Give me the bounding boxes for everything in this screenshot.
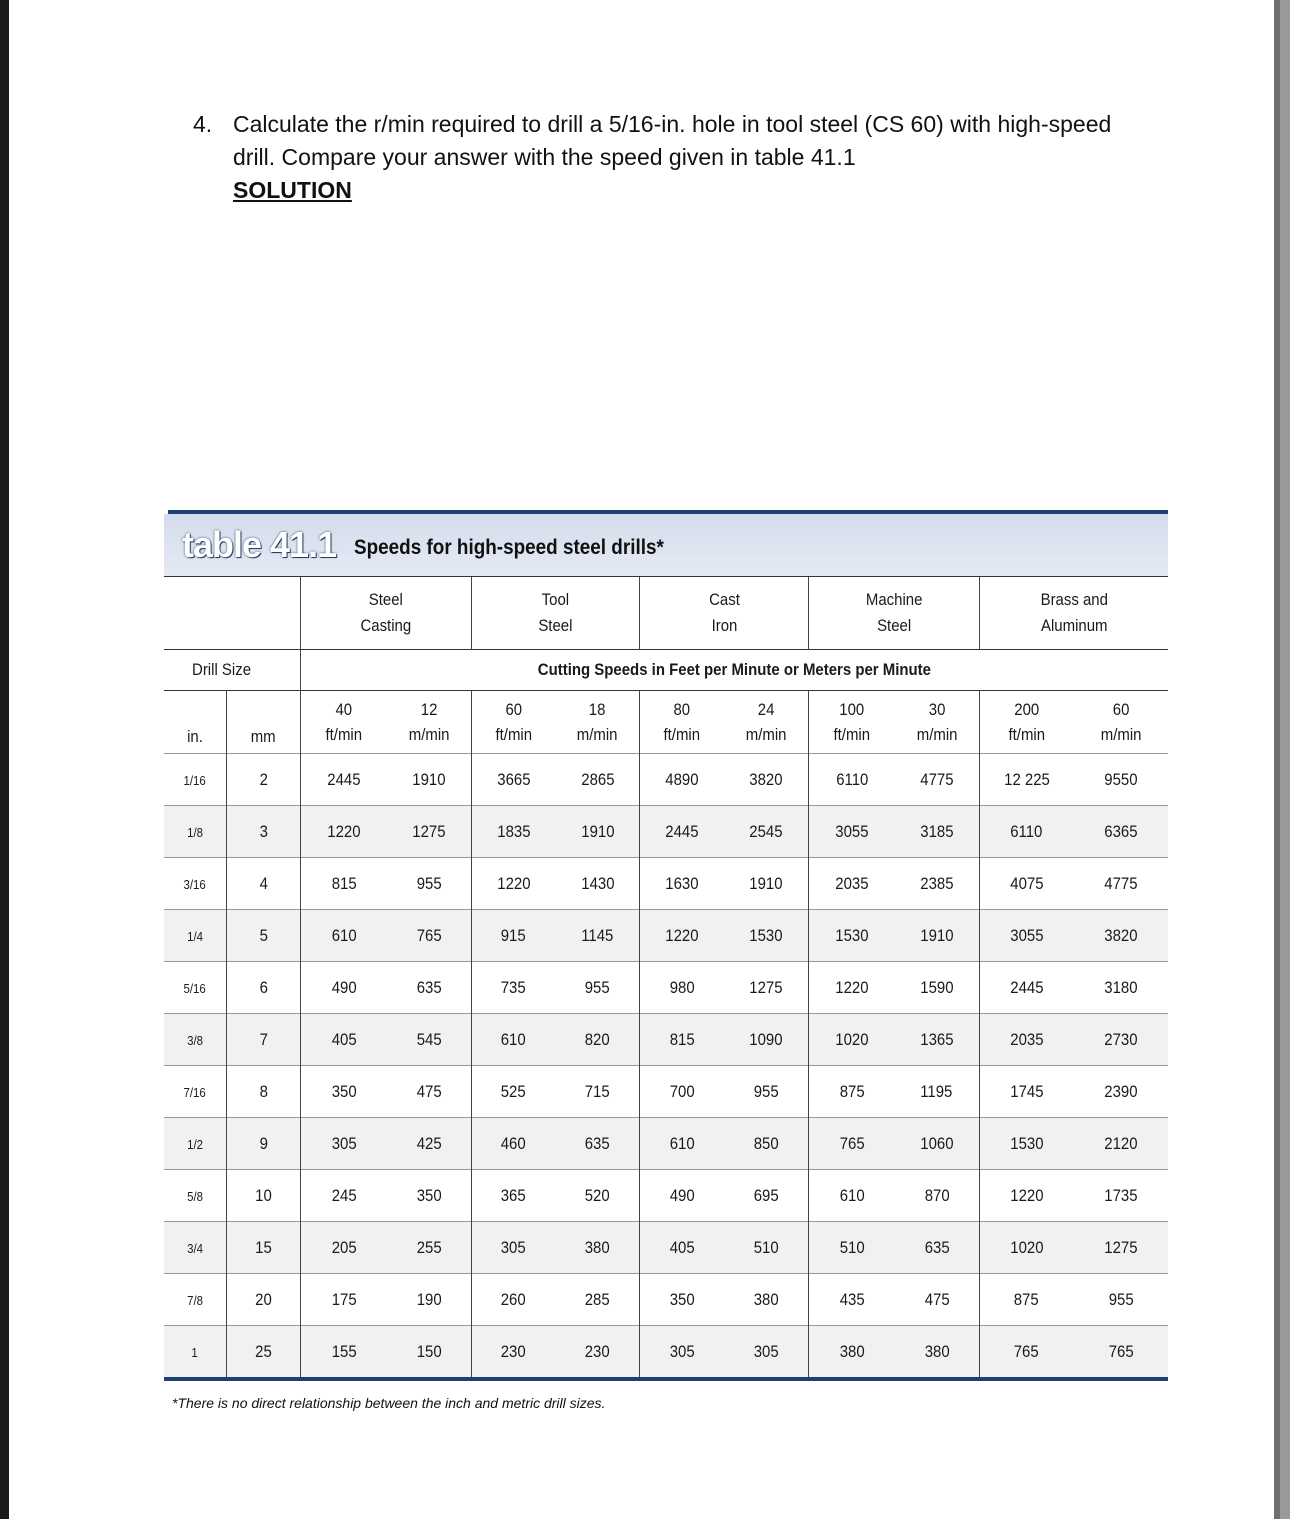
drill-size-mm-cell: 2: [226, 754, 300, 806]
drill-size-mm-cell: 4: [226, 858, 300, 910]
speed-cell: 4890: [640, 754, 724, 806]
drill-size-mm-cell: 7: [226, 1014, 300, 1066]
unit-header-cell: 200 ft/min: [979, 691, 1073, 754]
left-page-edge: [0, 0, 9, 1519]
speed-cell: 510: [724, 1222, 808, 1274]
speed-cell: 350: [640, 1274, 724, 1326]
speed-cell: 2035: [809, 858, 895, 910]
speed-cell: 3820: [1074, 910, 1168, 962]
speed-cell: 3820: [724, 754, 808, 806]
speed-cell: 735: [471, 962, 555, 1014]
drill-size-mm-cell: 15: [226, 1222, 300, 1274]
speed-cell: 4775: [895, 754, 979, 806]
speed-cell: 1630: [640, 858, 724, 910]
unit-header-cell: 40 ft/min: [301, 691, 387, 754]
table-row: [164, 1222, 1168, 1274]
speed-cell: 490: [640, 1170, 724, 1222]
drill-size-in-cell: 1/4: [164, 910, 226, 962]
speed-cell: 285: [556, 1274, 640, 1326]
cutting-speeds-label: Cutting Speeds in Feet per Minute or Meters per Minute: [301, 650, 1168, 691]
table-row: [164, 910, 1168, 962]
drill-size-in-cell: 7/8: [164, 1274, 226, 1326]
material-header: Steel Casting: [301, 577, 472, 650]
speed-cell: 475: [895, 1274, 979, 1326]
speed-cell: 2445: [979, 962, 1073, 1014]
speed-cell: 365: [471, 1170, 555, 1222]
unit-header-cell: 60 m/min: [1074, 691, 1168, 754]
speed-cell: 490: [301, 962, 387, 1014]
speed-cell: 405: [640, 1222, 724, 1274]
speed-cell: 1430: [556, 858, 640, 910]
speed-cell: 1530: [979, 1118, 1073, 1170]
cutting-speeds-row: [164, 650, 1168, 691]
speed-cell: 405: [301, 1014, 387, 1066]
speed-cell: 4075: [979, 858, 1073, 910]
speed-cell: 2730: [1074, 1014, 1168, 1066]
speed-table: [164, 510, 1168, 1411]
question-line-2: drill. Compare your answer with the speed given in table 41.1: [233, 144, 856, 170]
speed-cell: 4775: [1074, 858, 1168, 910]
speed-cell: 2865: [556, 754, 640, 806]
speed-cell: 1020: [809, 1014, 895, 1066]
table-row: [164, 1326, 1168, 1378]
speed-cell: 2445: [301, 754, 387, 806]
speed-cell: 305: [724, 1326, 808, 1378]
speed-cell: 545: [387, 1014, 471, 1066]
table-row: [164, 1066, 1168, 1118]
material-header: Machine Steel: [809, 577, 980, 650]
drill-size-mm-cell: 9: [226, 1118, 300, 1170]
speed-cell: 850: [724, 1118, 808, 1170]
speed-cell: 3055: [809, 806, 895, 858]
table-header-band: [164, 514, 1168, 576]
speed-cell: 700: [640, 1066, 724, 1118]
table-row: [164, 858, 1168, 910]
speed-cell: 955: [556, 962, 640, 1014]
speed-cell: 1745: [979, 1066, 1073, 1118]
speed-cell: 2445: [640, 806, 724, 858]
speed-cell: 150: [387, 1326, 471, 1378]
speed-cell: 305: [640, 1326, 724, 1378]
speed-cell: 1060: [895, 1118, 979, 1170]
speed-cell: 350: [387, 1170, 471, 1222]
speed-cell: 350: [301, 1066, 387, 1118]
solution-heading: SOLUTION: [233, 177, 352, 203]
speed-cell: 1220: [979, 1170, 1073, 1222]
table-label: table 41.1: [182, 524, 337, 565]
table-row: [164, 806, 1168, 858]
speed-cell: 2390: [1074, 1066, 1168, 1118]
drill-size-in-cell: 1/16: [164, 754, 226, 806]
drill-size-in-cell: 3/8: [164, 1014, 226, 1066]
drill-size-in-cell: 1/2: [164, 1118, 226, 1170]
speed-data-table: [164, 576, 1168, 1377]
speed-cell: 1275: [1074, 1222, 1168, 1274]
material-header: Cast Iron: [640, 577, 809, 650]
drill-size-mm-cell: 5: [226, 910, 300, 962]
speed-cell: 610: [301, 910, 387, 962]
material-header-row: [164, 577, 1168, 650]
speed-cell: 1275: [387, 806, 471, 858]
speed-cell: 820: [556, 1014, 640, 1066]
speed-cell: 380: [809, 1326, 895, 1378]
speed-cell: 3665: [471, 754, 555, 806]
unit-header-cell: mm: [226, 691, 300, 754]
drill-size-mm-cell: 8: [226, 1066, 300, 1118]
question-line-1: Calculate the r/min required to drill a 5/16-in. hole in tool steel (CS 60) with high-speed: [233, 111, 1112, 137]
table-row: [164, 1274, 1168, 1326]
speed-cell: 6110: [979, 806, 1073, 858]
speed-cell: 6110: [809, 754, 895, 806]
unit-header-cell: 24 m/min: [724, 691, 808, 754]
unit-header-cell: 100 ft/min: [809, 691, 895, 754]
speed-cell: 380: [556, 1222, 640, 1274]
drill-size-mm-cell: 20: [226, 1274, 300, 1326]
speed-cell: 260: [471, 1274, 555, 1326]
material-header: Tool Steel: [471, 577, 640, 650]
speed-cell: 765: [387, 910, 471, 962]
table-row: [164, 962, 1168, 1014]
speed-cell: 610: [471, 1014, 555, 1066]
speed-cell: 875: [809, 1066, 895, 1118]
speed-cell: 610: [640, 1118, 724, 1170]
speed-cell: 460: [471, 1118, 555, 1170]
speed-cell: 255: [387, 1222, 471, 1274]
speed-cell: 1020: [979, 1222, 1073, 1274]
speed-cell: 380: [724, 1274, 808, 1326]
drill-size-in-cell: 7/16: [164, 1066, 226, 1118]
speed-cell: 12 225: [979, 754, 1073, 806]
speed-cell: 1090: [724, 1014, 808, 1066]
speed-cell: 695: [724, 1170, 808, 1222]
drill-size-in-cell: 5/16: [164, 962, 226, 1014]
speed-cell: 610: [809, 1170, 895, 1222]
table-bottom-rule: [164, 1377, 1168, 1381]
speed-cell: 815: [640, 1014, 724, 1066]
speed-cell: 2035: [979, 1014, 1073, 1066]
material-header: Brass and Aluminum: [979, 577, 1168, 650]
table-row: [164, 754, 1168, 806]
speed-cell: 155: [301, 1326, 387, 1378]
speed-cell: 1910: [895, 910, 979, 962]
speed-cell: 475: [387, 1066, 471, 1118]
unit-header-cell: 80 ft/min: [640, 691, 724, 754]
speed-cell: 915: [471, 910, 555, 962]
unit-header-cell: 12 m/min: [387, 691, 471, 754]
drill-size-mm-cell: 10: [226, 1170, 300, 1222]
drill-size-in-cell: 3/4: [164, 1222, 226, 1274]
speed-cell: 1835: [471, 806, 555, 858]
speed-cell: 1145: [556, 910, 640, 962]
speed-cell: 205: [301, 1222, 387, 1274]
table-row: [164, 1014, 1168, 1066]
speed-cell: 245: [301, 1170, 387, 1222]
speed-cell: 3055: [979, 910, 1073, 962]
drill-size-in-cell: 1/8: [164, 806, 226, 858]
drill-size-in-cell: 5/8: [164, 1170, 226, 1222]
speed-cell: 510: [809, 1222, 895, 1274]
speed-cell: 1220: [471, 858, 555, 910]
speed-cell: 765: [809, 1118, 895, 1170]
speed-cell: 2120: [1074, 1118, 1168, 1170]
speed-cell: 955: [1074, 1274, 1168, 1326]
units-row: [164, 691, 1168, 754]
speed-cell: 980: [640, 962, 724, 1014]
speed-cell: 1530: [809, 910, 895, 962]
speed-cell: 6365: [1074, 806, 1168, 858]
speed-cell: 525: [471, 1066, 555, 1118]
speed-cell: 955: [724, 1066, 808, 1118]
speed-cell: 435: [809, 1274, 895, 1326]
speed-cell: 1910: [387, 754, 471, 806]
speed-cell: 1910: [556, 806, 640, 858]
speed-cell: 520: [556, 1170, 640, 1222]
speed-cell: 230: [556, 1326, 640, 1378]
speed-cell: 305: [471, 1222, 555, 1274]
speed-cell: 715: [556, 1066, 640, 1118]
blank-header-cell: [164, 577, 301, 650]
speed-cell: 765: [979, 1326, 1073, 1378]
speed-cell: 1530: [724, 910, 808, 962]
speed-cell: 2385: [895, 858, 979, 910]
table-footnote: *There is no direct relationship between the inch and metric drill sizes.: [172, 1395, 606, 1411]
speed-cell: 815: [301, 858, 387, 910]
speed-cell: 635: [895, 1222, 979, 1274]
speed-cell: 1365: [895, 1014, 979, 1066]
speed-cell: 1220: [809, 962, 895, 1014]
drill-size-in-cell: 1: [164, 1326, 226, 1378]
unit-header-cell: 30 m/min: [895, 691, 979, 754]
speed-cell: 1195: [895, 1066, 979, 1118]
question-number: 4.: [193, 111, 213, 137]
speed-cell: 1735: [1074, 1170, 1168, 1222]
speed-cell: 3185: [895, 806, 979, 858]
speed-cell: 870: [895, 1170, 979, 1222]
speed-cell: 635: [387, 962, 471, 1014]
speed-cell: 955: [387, 858, 471, 910]
speed-cell: 1220: [640, 910, 724, 962]
speed-cell: 1590: [895, 962, 979, 1014]
speed-cell: 230: [471, 1326, 555, 1378]
unit-header-cell: 18 m/min: [556, 691, 640, 754]
drill-size-in-cell: 3/16: [164, 858, 226, 910]
speed-cell: 635: [556, 1118, 640, 1170]
speed-cell: 425: [387, 1118, 471, 1170]
speed-cell: 3180: [1074, 962, 1168, 1014]
speed-cell: 190: [387, 1274, 471, 1326]
drill-size-mm-cell: 3: [226, 806, 300, 858]
unit-header-cell: in.: [164, 691, 226, 754]
speed-cell: 1275: [724, 962, 808, 1014]
speed-cell: 175: [301, 1274, 387, 1326]
speed-cell: 875: [979, 1274, 1073, 1326]
drill-size-label: Drill Size: [164, 650, 301, 691]
drill-size-mm-cell: 25: [226, 1326, 300, 1378]
table-row: [164, 1118, 1168, 1170]
speed-cell: 1910: [724, 858, 808, 910]
drill-size-mm-cell: 6: [226, 962, 300, 1014]
speed-cell: 765: [1074, 1326, 1168, 1378]
speed-cell: 2545: [724, 806, 808, 858]
unit-header-cell: 60 ft/min: [471, 691, 555, 754]
speed-cell: 380: [895, 1326, 979, 1378]
speed-cell: 9550: [1074, 754, 1168, 806]
question-block: [193, 108, 1153, 207]
speed-cell: 1220: [301, 806, 387, 858]
table-title: Speeds for high-speed steel drills*: [354, 536, 664, 559]
table-row: [164, 1170, 1168, 1222]
speed-cell: 305: [301, 1118, 387, 1170]
right-scrollbar[interactable]: [1274, 0, 1290, 1519]
